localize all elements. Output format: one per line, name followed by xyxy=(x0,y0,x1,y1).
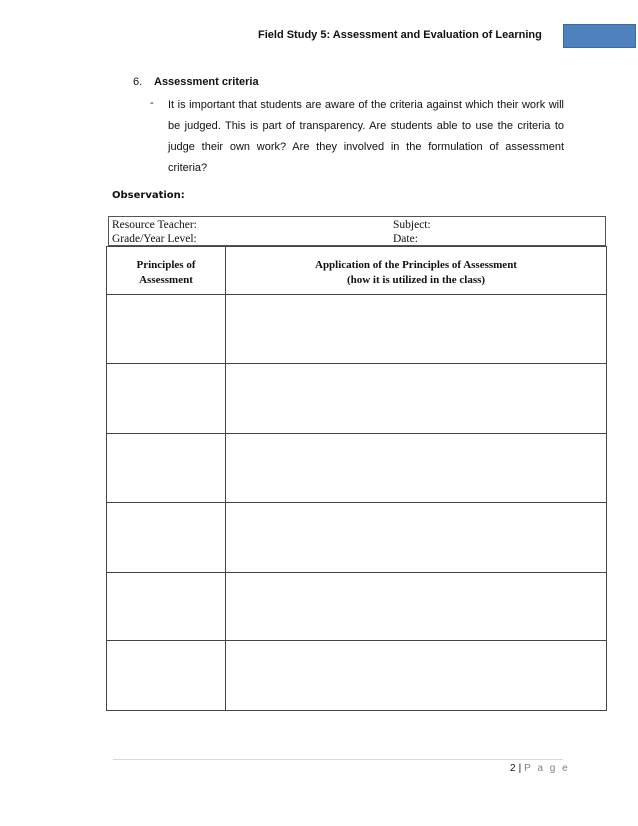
application-cell[interactable] xyxy=(226,573,607,641)
principle-cell[interactable] xyxy=(107,295,226,364)
table-row xyxy=(107,573,607,641)
subject-label: Subject: xyxy=(393,219,431,231)
principle-cell[interactable] xyxy=(107,364,226,434)
date-label: Date: xyxy=(393,233,418,245)
observation-info-box xyxy=(108,216,606,246)
header-accent-box xyxy=(563,24,636,48)
col-header-principles-line1: Principles of xyxy=(136,258,196,271)
page-number: 2 xyxy=(510,763,516,774)
application-cell[interactable] xyxy=(226,295,607,364)
principle-cell[interactable] xyxy=(107,573,226,641)
page-footer xyxy=(510,763,570,774)
application-cell[interactable] xyxy=(226,503,607,573)
observation-label: Observation: xyxy=(112,190,185,201)
table-row xyxy=(107,641,607,711)
col-header-application xyxy=(226,247,607,295)
bullet-dash: - xyxy=(150,97,154,109)
resource-teacher-label: Resource Teacher: xyxy=(112,219,197,231)
col-header-principles-line2: Assessment xyxy=(139,273,193,286)
document-header-title: Field Study 5: Assessment and Evaluation of Learning xyxy=(258,29,542,41)
application-cell[interactable] xyxy=(226,364,607,434)
principles-table xyxy=(106,246,607,711)
table-row xyxy=(107,364,607,434)
col-header-application-line2: (how it is utilized in the class) xyxy=(346,273,486,286)
application-cell[interactable] xyxy=(226,434,607,503)
col-header-principles xyxy=(107,247,226,295)
application-cell[interactable] xyxy=(226,641,607,711)
section-number: 6. xyxy=(133,76,143,88)
page-word: P a g e xyxy=(524,763,570,774)
table-row xyxy=(107,503,607,573)
principle-cell[interactable] xyxy=(107,503,226,573)
footer-separator: | xyxy=(518,763,522,774)
table-row xyxy=(107,434,607,503)
section-paragraph: It is important that students are aware of the criteria against which their work will be judged. This is part of transparency. Are students able to use the criteria to judge their own work? Are they involved in the formulation of assessment criteria? xyxy=(168,99,564,174)
col-header-application-line1: Application of the Principles of Assessment xyxy=(315,258,517,271)
section-title: Assessment criteria xyxy=(154,76,259,88)
table-row xyxy=(107,295,607,364)
grade-level-label: Grade/Year Level: xyxy=(112,233,197,245)
footer-divider xyxy=(113,759,563,760)
table-header-row xyxy=(107,247,607,295)
principle-cell[interactable] xyxy=(107,641,226,711)
principle-cell[interactable] xyxy=(107,434,226,503)
